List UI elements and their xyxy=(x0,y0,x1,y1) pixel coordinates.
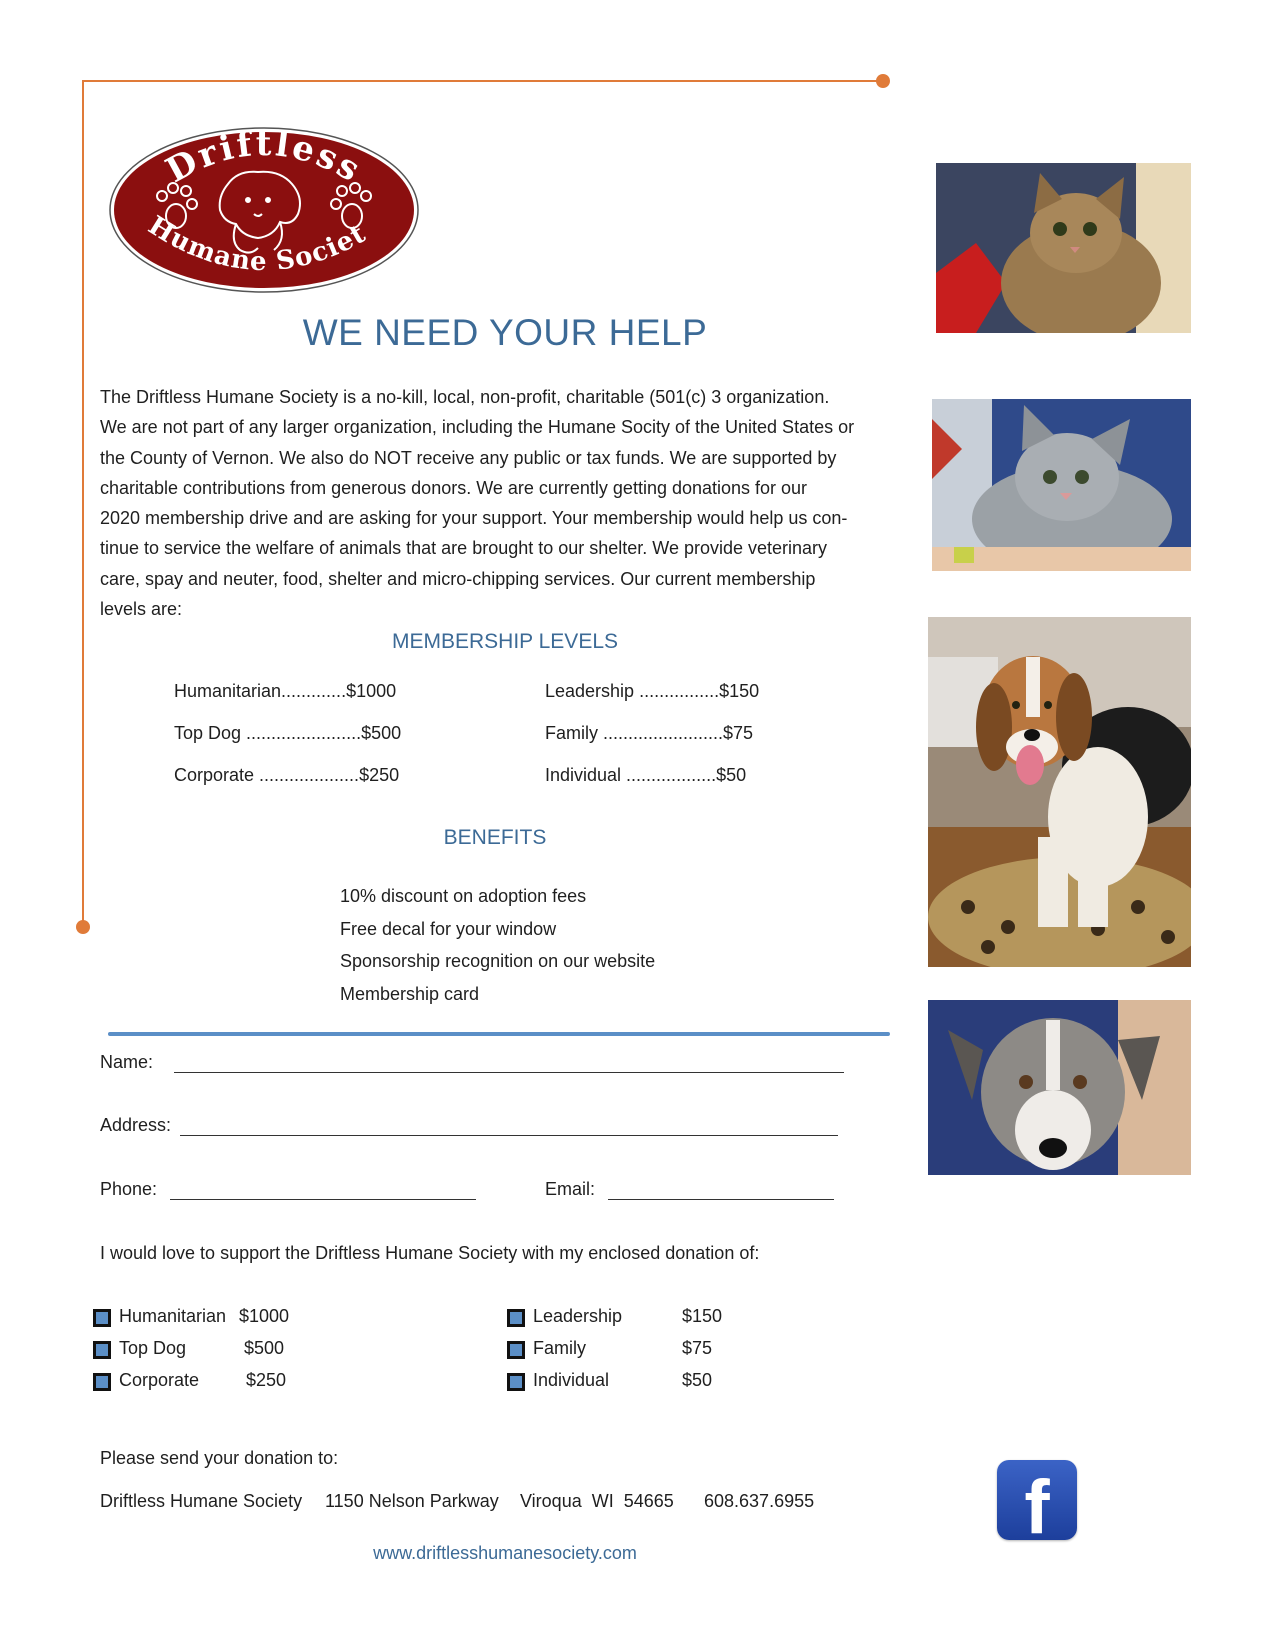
option-label: Corporate xyxy=(119,1370,200,1390)
send-to-text: Please send your donation to: xyxy=(100,1448,339,1468)
website-link[interactable]: www.driftlesshumanesociety.com xyxy=(373,1543,637,1563)
gray-kitten-photo xyxy=(932,399,1191,571)
name-label: Name: xyxy=(100,1052,154,1072)
intro-paragraph xyxy=(100,382,915,624)
address-street: 1150 Nelson Parkway xyxy=(325,1491,499,1511)
logo-line1: Driftless xyxy=(159,126,370,192)
address-city: Viroqua WI 54665 xyxy=(520,1491,674,1511)
option-amount: $50 xyxy=(682,1370,713,1390)
intro-line: tinue to service the welfare of animals that are brought to our shelter. We provide veterinary xyxy=(100,538,828,559)
name-field[interactable] xyxy=(174,1072,844,1073)
phone-field[interactable] xyxy=(170,1199,476,1200)
section-divider xyxy=(108,1032,890,1036)
benefits-heading: BENEFITS xyxy=(443,826,547,849)
address-org: Driftless Humane Society xyxy=(100,1491,303,1511)
checkbox-corporate[interactable] xyxy=(93,1373,111,1391)
option-label: Leadership xyxy=(533,1306,623,1326)
level-individual: Individual ..................$50 xyxy=(545,765,747,785)
intro-line: The Driftless Humane Society is a no-kill, local, non-profit, charitable (501(c) 3 organization. xyxy=(100,387,830,407)
benefit-item: Membership card xyxy=(340,983,480,1004)
address-field[interactable] xyxy=(180,1135,838,1136)
address-phone: 608.637.6955 xyxy=(704,1491,815,1511)
checkbox-top-dog[interactable] xyxy=(93,1341,111,1359)
email-field[interactable] xyxy=(608,1199,834,1200)
frame-left-line xyxy=(82,80,84,926)
benefit-item: Free decal for your window xyxy=(340,918,557,939)
benefits-list xyxy=(340,880,655,1010)
option-amount: $1000 xyxy=(239,1306,290,1326)
intro-line: care, spay and neuter, food, shelter and micro-chipping services. Our current membership xyxy=(100,568,816,589)
level-family: Family ........................$75 xyxy=(545,723,754,743)
society-logo xyxy=(108,126,420,294)
intro-line: charitable contributions from generous donors. We are currently getting donations for our xyxy=(100,477,808,498)
option-amount: $150 xyxy=(682,1306,723,1326)
level-corporate: Corporate ....................$250 xyxy=(174,765,400,785)
option-label: Family xyxy=(533,1338,586,1358)
intro-line: levels are: xyxy=(100,599,183,620)
benefit-item: 10% discount on adoption fees xyxy=(340,886,587,906)
intro-line: 2020 membership drive and are asking for your support. Your membership would help us con- xyxy=(100,508,848,529)
level-top-dog: Top Dog .......................$500 xyxy=(174,723,402,743)
option-label: Humanitarian xyxy=(119,1306,227,1326)
option-label: Top Dog xyxy=(119,1338,187,1358)
beagle-photo xyxy=(928,617,1191,967)
checkbox-individual[interactable] xyxy=(507,1373,525,1391)
page-title: WE NEED YOUR HELP xyxy=(302,312,708,353)
checkbox-humanitarian[interactable] xyxy=(93,1309,111,1327)
dog-photo xyxy=(928,1000,1191,1175)
kitten-photo xyxy=(936,163,1191,333)
email-label: Email: xyxy=(545,1179,596,1199)
option-amount: $250 xyxy=(246,1370,287,1390)
address-label: Address: xyxy=(100,1115,172,1135)
frame-top-line xyxy=(82,80,888,82)
option-amount: $500 xyxy=(244,1338,285,1358)
logo-line2: Humane Societ xyxy=(142,210,372,278)
phone-label: Phone: xyxy=(100,1179,158,1199)
facebook-icon[interactable]: f xyxy=(997,1460,1077,1540)
frame-dot-bottom xyxy=(76,920,90,934)
option-amount: $75 xyxy=(682,1338,713,1358)
intro-line: We are not part of any larger organization, including the Humane Socity of the United States or xyxy=(100,417,855,438)
option-label: Individual xyxy=(533,1370,610,1390)
level-humanitarian: Humanitarian.............$1000 xyxy=(174,681,397,701)
intro-line: the County of Vernon. We also do NOT receive any public or tax funds. We are supported by xyxy=(100,447,837,468)
level-leadership: Leadership ................$150 xyxy=(545,681,760,701)
checkbox-family[interactable] xyxy=(507,1341,525,1359)
benefit-item: Sponsorship recognition on our website xyxy=(340,951,656,971)
membership-heading: MEMBERSHIP LEVELS xyxy=(391,630,619,653)
checkbox-leadership[interactable] xyxy=(507,1309,525,1327)
frame-dot-top xyxy=(876,74,890,88)
support-text: I would love to support the Driftless Humane Society with my enclosed donation of: xyxy=(100,1243,760,1263)
